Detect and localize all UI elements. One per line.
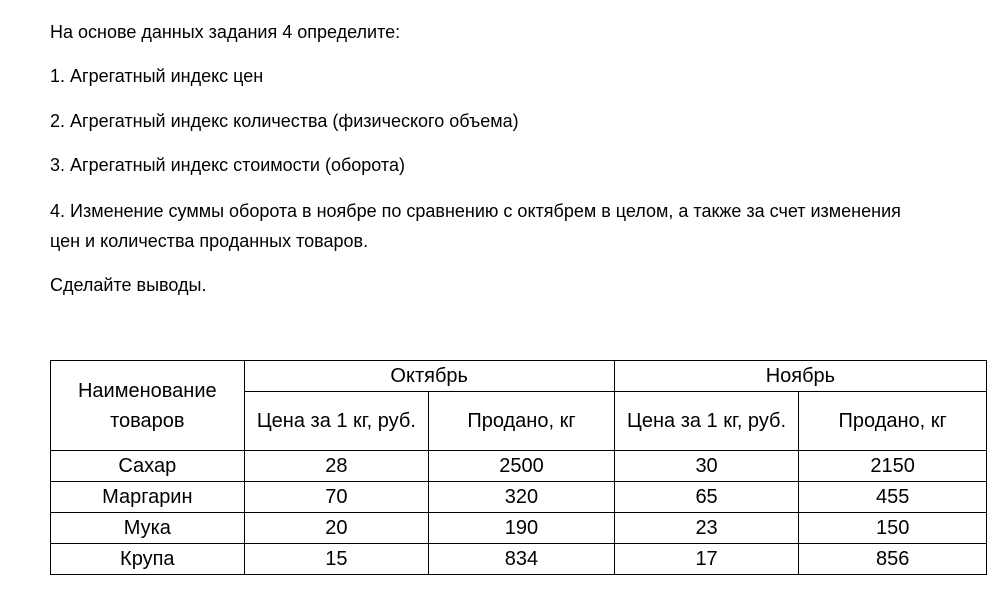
header-november-price: Цена за 1 кг, руб. bbox=[614, 392, 799, 451]
cell-october-price: 70 bbox=[244, 482, 429, 513]
header-product-name: Наименование товаров bbox=[51, 361, 245, 451]
cell-november-sold: 2150 bbox=[799, 451, 987, 482]
cell-november-price: 30 bbox=[614, 451, 799, 482]
cell-november-price: 65 bbox=[614, 482, 799, 513]
cell-october-sold: 2500 bbox=[429, 451, 615, 482]
cell-october-sold: 320 bbox=[429, 482, 615, 513]
table-row bbox=[51, 482, 987, 513]
cell-october-price: 28 bbox=[244, 451, 429, 482]
cell-november-sold: 455 bbox=[799, 482, 987, 513]
table-row bbox=[51, 451, 987, 482]
cell-november-sold: 150 bbox=[799, 513, 987, 544]
cell-october-price: 15 bbox=[244, 544, 429, 575]
cell-october-sold: 834 bbox=[429, 544, 615, 575]
cell-product-name: Мука bbox=[51, 513, 245, 544]
table-row bbox=[51, 513, 987, 544]
cell-october-price: 20 bbox=[244, 513, 429, 544]
table-header-row-periods bbox=[51, 361, 987, 392]
header-october-price: Цена за 1 кг, руб. bbox=[244, 392, 429, 451]
task-intro: На основе данных задания 4 определите: bbox=[50, 22, 401, 42]
header-period-november: Ноябрь bbox=[614, 361, 986, 392]
cell-november-price: 23 bbox=[614, 513, 799, 544]
cell-product-name: Крупа bbox=[51, 544, 245, 575]
cell-october-sold: 190 bbox=[429, 513, 615, 544]
table-row bbox=[51, 544, 987, 575]
task-conclusion: Сделайте выводы. bbox=[50, 275, 207, 295]
cell-november-price: 17 bbox=[614, 544, 799, 575]
cell-november-sold: 856 bbox=[799, 544, 987, 575]
cell-product-name: Маргарин bbox=[51, 482, 245, 513]
cell-product-name: Сахар bbox=[51, 451, 245, 482]
header-period-october: Октябрь bbox=[244, 361, 614, 392]
header-november-sold: Продано, кг bbox=[799, 392, 987, 451]
task-item-2: 2. Агрегатный индекс количества (физического объема) bbox=[50, 111, 519, 131]
task-item-4: 4. Изменение суммы оборота в ноябре по сравнению с октябрем в целом, а также за счет изменения цен и количества проданных товаров. bbox=[50, 201, 901, 251]
header-october-sold: Продано, кг bbox=[429, 392, 615, 451]
task-item-1: 1. Агрегатный индекс цен bbox=[50, 66, 264, 86]
task-item-3: 3. Агрегатный индекс стоимости (оборота) bbox=[50, 155, 405, 175]
data-table bbox=[50, 360, 987, 575]
